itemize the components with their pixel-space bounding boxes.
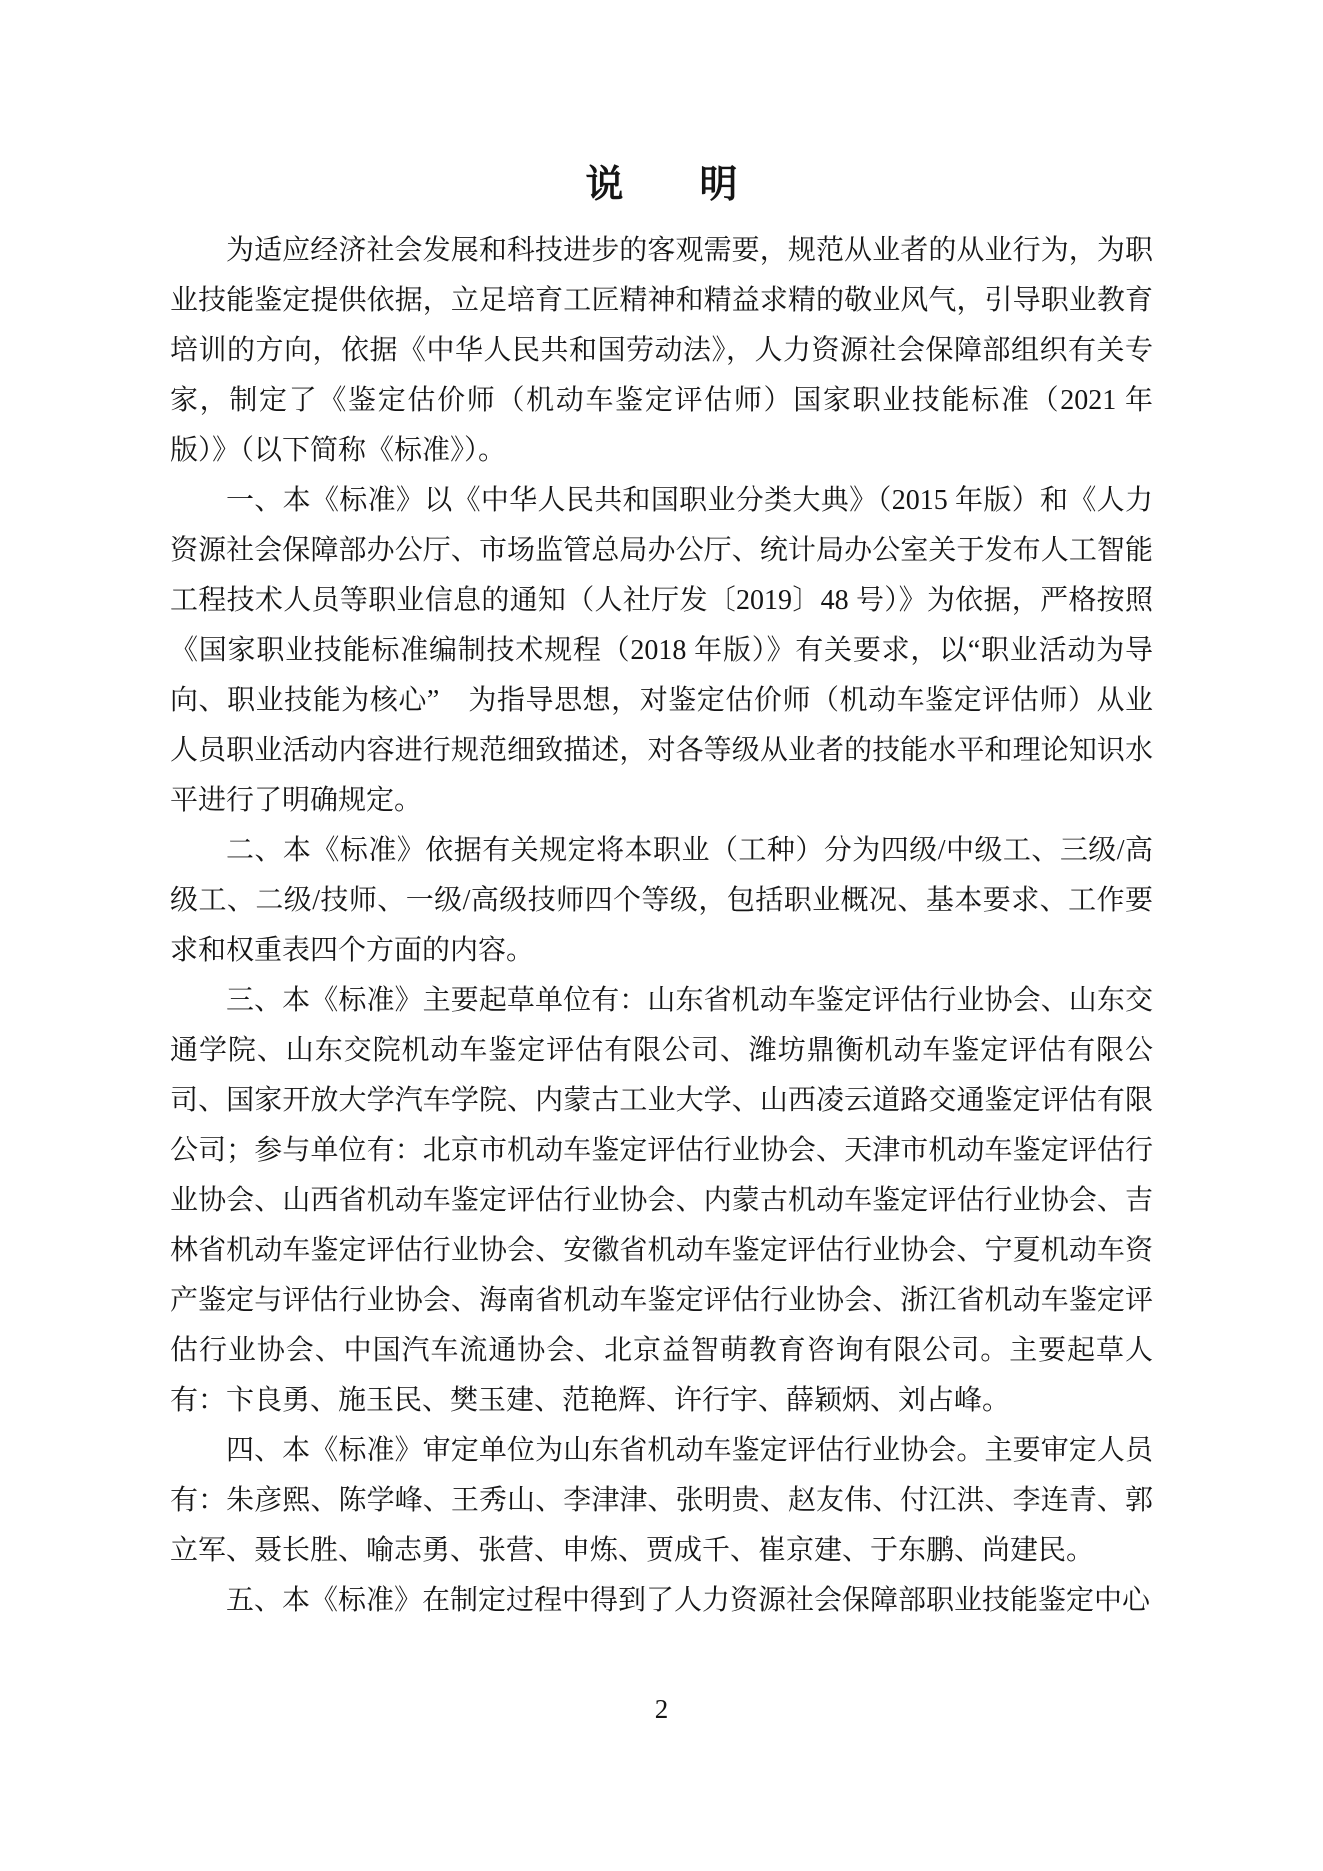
paragraph-item-2: 二、本《标准》依据有关规定将本职业（工种）分为四级/中级工、三级/高级工、二级/技师、一级/高级技师四个等级，包括职业概况、基本要求、工作要求和权重表四个方面的内容。	[170, 835, 1153, 966]
page-number: 2	[654, 1694, 669, 1724]
paragraph-item-5: 五、本《标准》在制定过程中得到了人力资源社会保障部职业技能鉴定中心	[226, 1585, 1151, 1616]
page-title: 说 明	[585, 164, 738, 206]
document-content	[170, 162, 1153, 1626]
paragraph-intro: 为适应经济社会发展和科技进步的客观需要，规范从业者的从业行为，为职业技能鉴定提供依据，立足培育工匠精神和精益求精的敬业风气，引导职业教育培训的方向，依据《中华人民共和国劳动法》，人力资源社会保障部组织有关专家，制定了《鉴定估价师（机动车鉴定评估师）国家职业技能标准（2021 年版）》（以下简称《标准》）。	[170, 235, 1153, 466]
paragraph-item-3: 三、本《标准》主要起草单位有：山东省机动车鉴定评估行业协会、山东交通学院、山东交院机动车鉴定评估有限公司、潍坊鼎衡机动车鉴定评估有限公司、国家开放大学汽车学院、内蒙古工业大学、山西凌云道路交通鉴定评估有限公司；参与单位有：北京市机动车鉴定评估行业协会、天津市机动车鉴定评估行业协会、山西省机动车鉴定评估行业协会、内蒙古机动车鉴定评估行业协会、吉林省机动车鉴定评估行业协会、安徽省机动车鉴定评估行业协会、宁夏机动车资产鉴定与评估行业协会、海南省机动车鉴定评估行业协会、浙江省机动车鉴定评估行业协会、中国汽车流通协会、北京益智萌教育咨询有限公司。主要起草人有：卞良勇、施玉民、樊玉建、范艳辉、许行宇、薛颖炳、刘占峰。	[170, 985, 1153, 1416]
paragraph-item-4: 四、本《标准》审定单位为山东省机动车鉴定评估行业协会。主要审定人员有：朱彦熙、陈学峰、王秀山、李津津、张明贵、赵友伟、付江洪、李连青、郭立军、聂长胜、喻志勇、张营、申炼、贾成千、崔京建、于东鹏、尚建民。	[170, 1435, 1153, 1566]
paragraph-item-1: 一、本《标准》以《中华人民共和国职业分类大典》（2015 年版）和《人力资源社会保障部办公厅、市场监管总局办公厅、统计局办公室关于发布人工智能工程技术人员等职业信息的通知（人社厅发〔2019〕48 号）》为依据，严格按照《国家职业技能标准编制技术规程（2018 年版）》有关要求，以“职业活动为导向、职业技能为核心” 为指导思想，对鉴定估价师（机动车鉴定评估师）从业人员职业活动内容进行规范细致描述，对各等级从业者的技能水平和理论知识水平进行了明确规定。	[170, 485, 1153, 816]
